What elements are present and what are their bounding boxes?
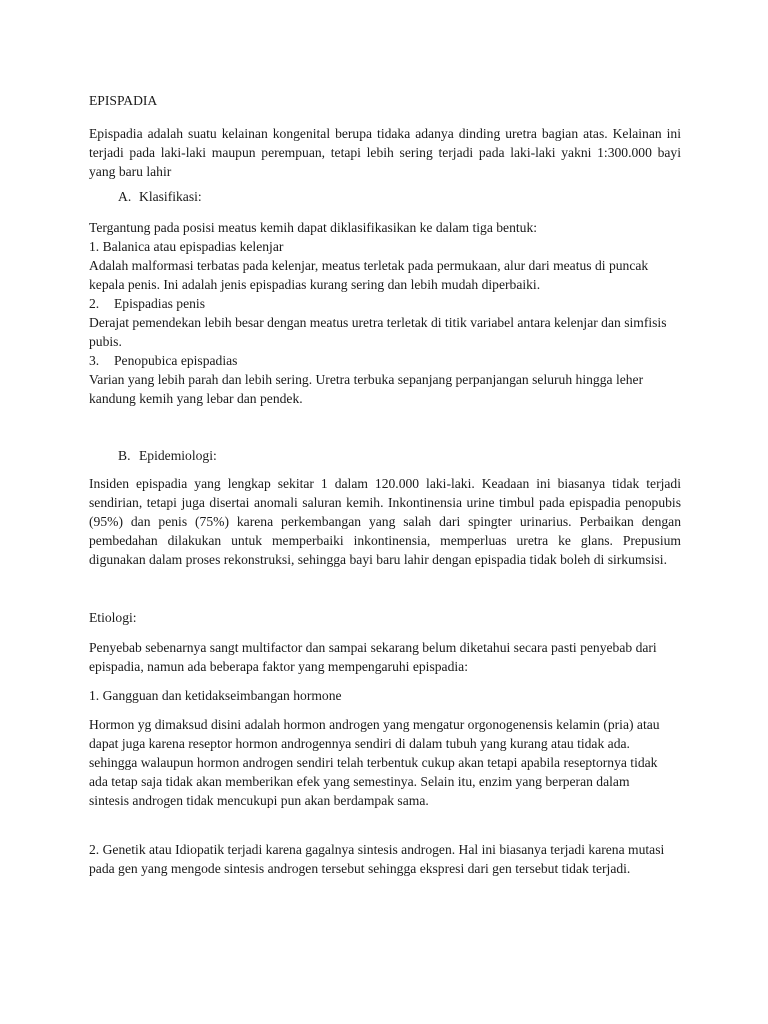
klasifikasi-item-1-title: 1. Balanica atau epispadias kelenjar: [89, 239, 284, 254]
etiologi-intro-paragraph: Penyebab sebenarnya sangt multifactor dan sampai sekarang belum diketahui secara pasti penyebab dari epispadia, namun ada beberapa faktor yang mempengaruhi epispadia:: [89, 640, 657, 674]
klasifikasi-item-2-title: 2. Epispadias penis: [89, 296, 205, 311]
klasifikasi-item-3-title: 3. Penopubica epispadias: [89, 353, 238, 368]
cause-2-paragraph: 2. Genetik atau Idiopatik terjadi karena gagalnya sintesis androgen. Hal ini biasanya terjadi karena mutasi pada gen yang mengode sintesis androgen tersebut sehingga ekspresi dari gen tersebut tidak terjadi.: [89, 842, 665, 876]
cause-1-title: 1. Gangguan dan ketidakseimbangan hormone: [89, 688, 342, 703]
klasifikasi-item-1-desc: Adalah malformasi terbatas pada kelenjar, meatus terletak pada permukaan, alur dari meatus di puncak: [89, 258, 649, 273]
section-heading-klasifikasi: A. Klasifikasi:: [118, 189, 202, 204]
intro-paragraph: Epispadia adalah suatu kelainan kongenital berupa tidaka adanya dinding uretra bagian atas. Kelainan ini terjadi pada laki-laki maupun perempuan, tetapi lebih sering terjadi pada laki-laki yakni 1:300.000 bayi yang baru lahir: [89, 126, 681, 179]
klasifikasi-lead: Tergantung pada posisi meatus kemih dapat diklasifikasikan ke dalam tiga bentuk:: [89, 220, 538, 235]
section-heading-epidemiologi: B. Epidemiologi:: [118, 448, 217, 463]
cause-1-paragraph: Hormon yg dimaksud disini adalah hormon androgen yang mengatur orgonogenensis kelamin (pria) atau dapat juga karena reseptor hormon androgennya sendiri di dalam tubuh yang kurang atau tidak ada. sehingga walaupun hormon androgen sendiri telah terbentuk cukup akan tetapi apabila reseptornya tidak ada tetap saja tidak akan memberikan efek yang semestinya. Selain itu, enzim yang berperan dalam sintesis androgen tidak mencukupi pun akan berdampak sama.: [89, 717, 660, 808]
klasifikasi-block: Tergantung pada posisi meatus kemih dapat diklasifikasikan ke dalam tiga bentuk: 1. Balanica atau epispadias kelenjar Adalah malformasi terbatas pada kelenjar, meatus terletak pada permukaan, alur dari meatus di puncak kepala penis. Ini adalah jenis epispadias kurang sering dan lebih mudah diperbaiki. 2. Epispadias penis Derajat pemendekan lebih besar dengan meatus uretra terletak di titik variabel antara kelenjar dan simfisis pubis. 3. Penopubica epispadias Varian yang lebih parah dan lebih sering. Uretra terbuka sepanjang perpanjangan seluruh hingga leher kandung kemih yang lebar dan pendek.: [89, 218, 681, 408]
epidemiologi-paragraph: Insiden epispadia yang lengkap sekitar 1 dalam 120.000 laki-laki. Keadaan ini biasanya tidak terjadi sendirian, tetapi juga disertai anomali saluran kemih. Inkontinensia urine timbul pada epispadia penopubis (95%) dan penis (75%) karena perkembangan yang salah dari spingter urinarius. Perbaikan dengan pembedahan dilakukan untuk memperbaiki inkontinensia, memperluas uretra ke glans. Prepusium digunakan dalam proses rekonstruksi, sehingga bayi baru lahir dengan epispadia tidak boleh di sirkumsisi.: [89, 476, 681, 567]
document-title: EPISPADIA: [89, 93, 158, 108]
klasifikasi-item-3-desc: Varian yang lebih parah dan lebih sering. Uretra terbuka sepanjang perpanjangan seluruh hingga leher: [89, 372, 644, 387]
klasifikasi-item-2-desc: Derajat pemendekan lebih besar dengan meatus uretra terletak di titik variabel antara kelenjar dan simfisis: [89, 315, 667, 330]
etiologi-heading: Etiologi:: [89, 610, 137, 625]
